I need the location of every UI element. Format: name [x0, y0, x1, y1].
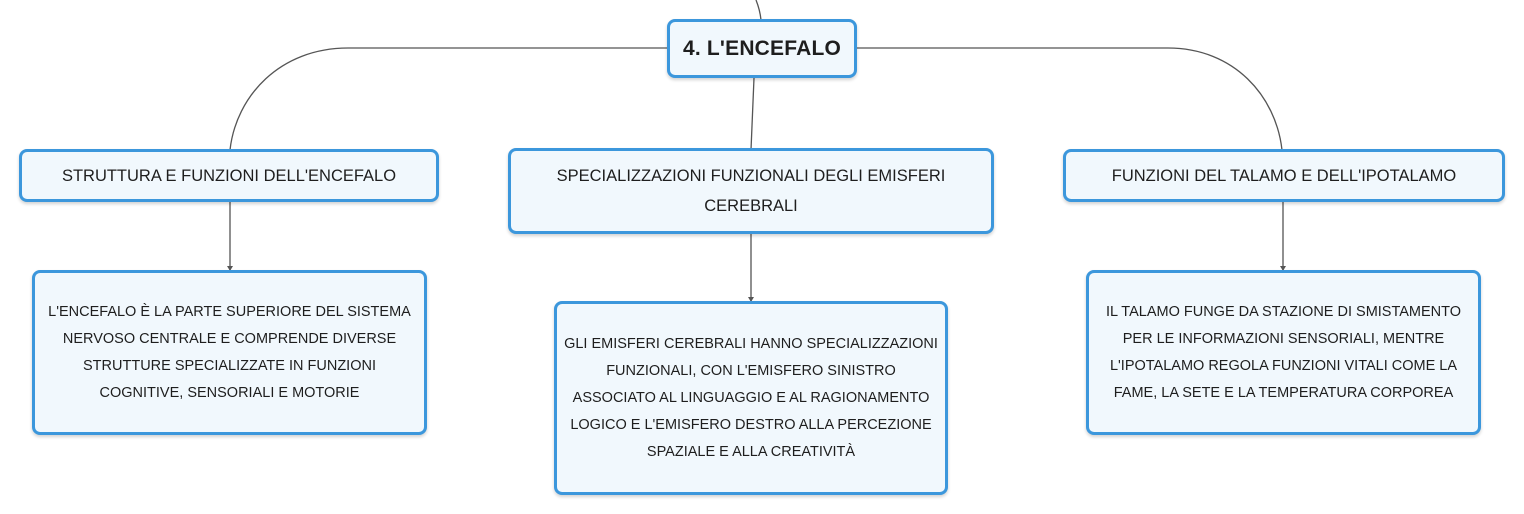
root-node[interactable] [667, 19, 857, 78]
branch-node-hemispheres[interactable] [508, 148, 994, 234]
branch-node-label: FUNZIONI DEL TALAMO E DELL'IPOTALAMO [1111, 166, 1457, 185]
connector-root-to-branch-2 [751, 78, 754, 150]
detail-node-structure[interactable] [32, 270, 427, 435]
connector-parent-to-root [756, 0, 761, 20]
detail-node-text: L'ENCEFALO È LA PARTE SUPERIORE DEL SISTEMA NERVOSO CENTRALE E COMPRENDE DIVERSE STRUTTURE SPECIALIZZATE IN FUNZIONI COGNITIVE, SENSORIALI E MOTORIE [48, 303, 411, 401]
detail-node-thalamus[interactable] [1086, 270, 1481, 435]
detail-node-hemispheres[interactable] [554, 301, 948, 495]
connector-root-to-branch-3 [856, 48, 1282, 150]
root-node-label: 4. L'ENCEFALO [682, 36, 842, 60]
connector-root-to-branch-1 [230, 48, 668, 150]
branch-node-label: SPECIALIZZAZIONI FUNZIONALI DEGLI EMISFERI CEREBRALI [556, 167, 946, 215]
detail-node-text: IL TALAMO FUNGE DA STAZIONE DI SMISTAMENTO PER LE INFORMAZIONI SENSORIALI, MENTRE L'IPOTALAMO REGOLA FUNZIONI VITALI COME LA FAME, LA SETE E LA TEMPERATURA CORPOREA [1105, 303, 1462, 401]
branch-node-thalamus[interactable] [1063, 149, 1505, 202]
branch-node-label: STRUTTURA E FUNZIONI DELL'ENCEFALO [61, 166, 397, 185]
detail-node-text: GLI EMISFERI CEREBRALI HANNO SPECIALIZZAZIONI FUNZIONALI, CON L'EMISFERO SINISTRO ASSOCIATO AL LINGUAGGIO E AL RAGIONAMENTO LOGICO E L'EMISFERO DESTRO ALLA PERCEZIONE SPAZIALE E ALLA CREATIVITÀ [564, 335, 938, 460]
branch-node-structure[interactable] [19, 149, 439, 202]
